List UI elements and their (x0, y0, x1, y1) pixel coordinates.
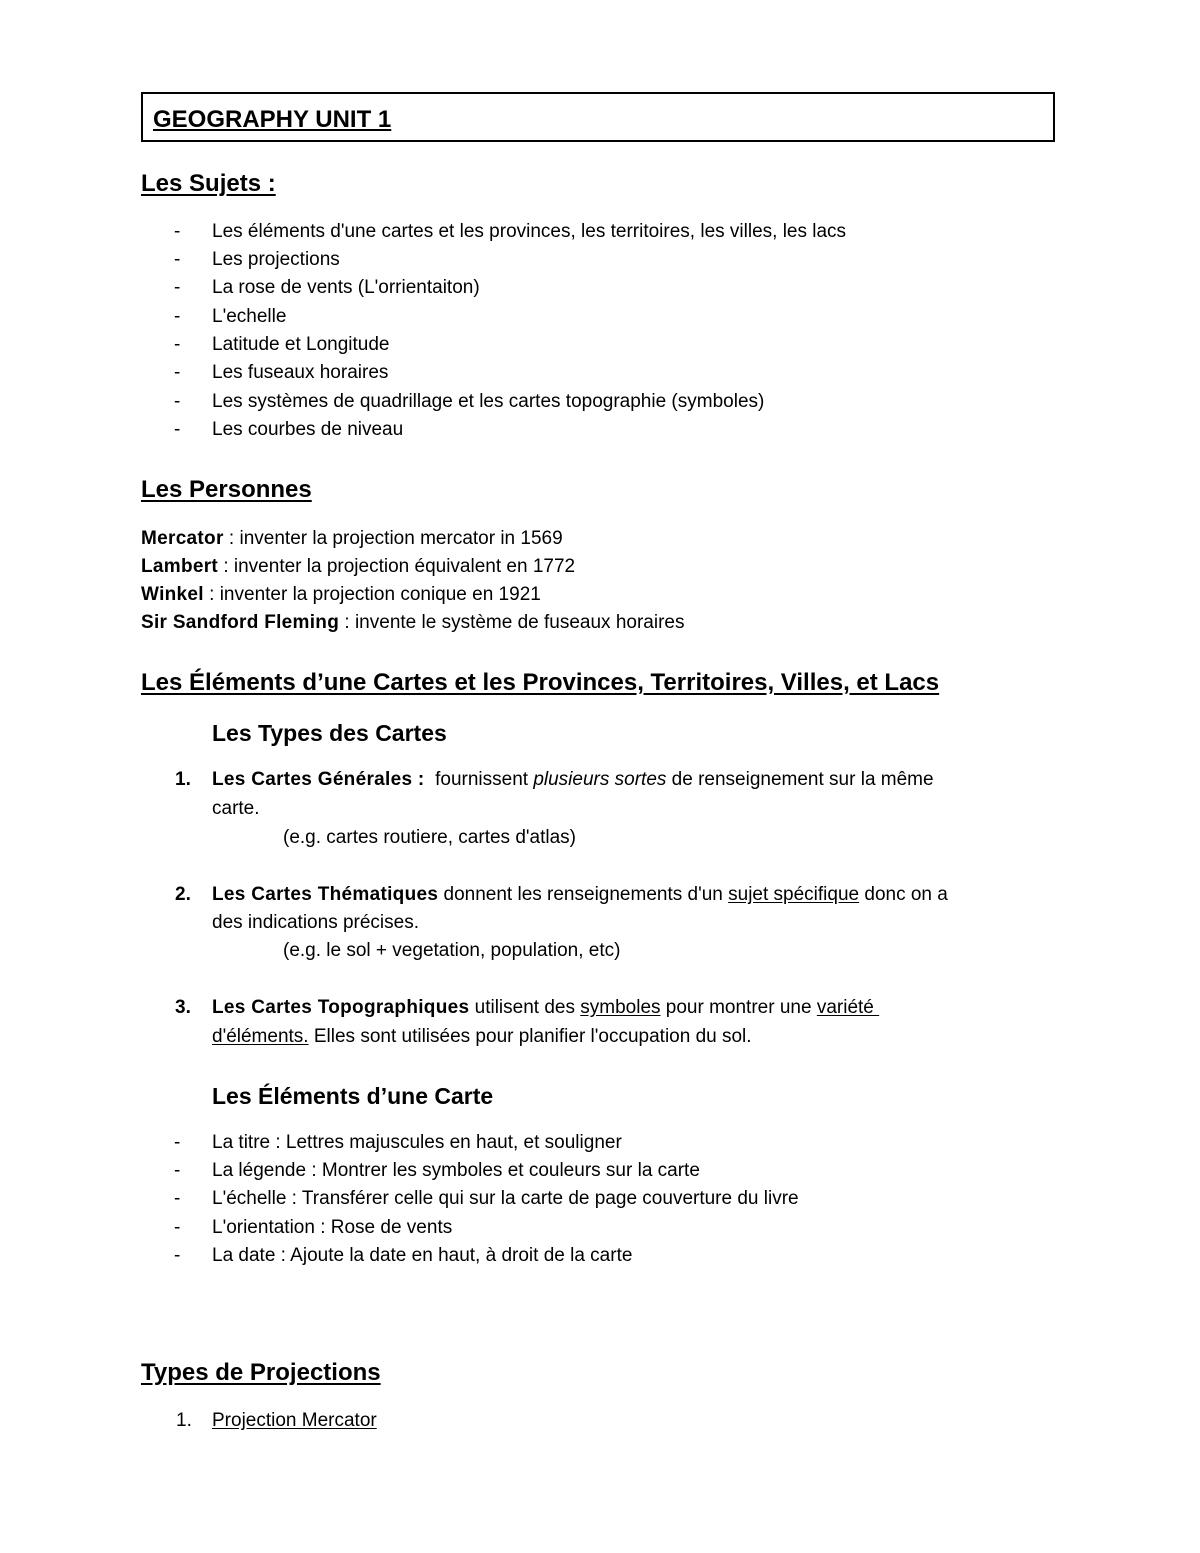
person-entry: Sir Sandford Fleming : invente le système de fuseaux horaires (141, 612, 685, 633)
heading-sujets: Les Sujets : (141, 170, 276, 197)
person-name: Sir Sandford Fleming (141, 612, 340, 633)
bullet-dash: - (174, 334, 181, 355)
bullet-dash: - (174, 277, 181, 298)
bullet-dash: - (174, 1217, 181, 1238)
heading-personnes: Les Personnes (141, 476, 312, 503)
person-entry: Winkel : inventer la projection conique en 1921 (141, 584, 541, 605)
person-name: Lambert (141, 556, 219, 577)
list-number: 2. (175, 884, 191, 905)
list-number: 1. (175, 769, 191, 790)
type-line-2: carte. (212, 798, 260, 819)
type-line: Les Cartes Thématiques donnent les renseignements d'un sujet spécifique donc on a (212, 884, 948, 905)
document-title: GEOGRAPHY UNIT 1 (153, 106, 392, 133)
bullet-dash: - (174, 419, 181, 440)
type-example: (e.g. cartes routiere, cartes d'atlas) (283, 827, 576, 848)
bullet-dash: - (174, 1160, 181, 1181)
heading-projections: Types de Projections (141, 1359, 381, 1386)
title-box (141, 92, 1055, 142)
bullet-dash: - (174, 221, 181, 242)
person-name: Mercator (141, 528, 224, 549)
bullet-dash: - (174, 306, 181, 327)
bullet-dash: - (174, 362, 181, 383)
type-line-2: des indications précises. (212, 912, 419, 933)
type-line: Les Cartes Topographiques utilisent des symboles pour montrer une variété (212, 997, 880, 1018)
bullet-dash: - (174, 249, 181, 270)
person-name: Winkel (141, 584, 204, 605)
subheading-types-cartes: Les Types des Cartes (212, 720, 447, 746)
type-line: Les Cartes Générales : fournissent plusieurs sortes de renseignement sur la même (212, 769, 934, 790)
list-number: 1. (176, 1410, 192, 1431)
type-example: (e.g. le sol + vegetation, population, etc) (283, 940, 621, 961)
document-page: GEOGRAPHY UNIT 1 Les Sujets : - Les éléments d'une cartes et les provinces, les territoires, les villes, les lacs - Les projections - La rose de vents (L'orrientaiton) - L'echelle - Latitude et Longitude - Les fuseaux horaires - Les systèmes de quadrillage et les cartes topographie (symboles) - Les courbes de niveau Les Personnes Mercator : inventer la projection mercator in 1569 Lambert : inventer la projection équivalent en 1772 Winkel : inventer la projection conique en 1921 Sir Sandford Fleming : invente le système de fuseaux horaires Les Éléments d’une Cartes et les Provinces, Territoires, Villes, et Lacs Les Types des Cartes 1. Les Cartes Générales : fournissent plusieurs sortes de renseignement sur la même carte. (e.g. cartes routiere, cartes d'atlas) 2. Les Cartes Thématiques donnent les renseignements d'un sujet spécifique donc on a des indications précises. (e.g. le sol + vegetation, population, etc) 3. Les Cartes Topographiques utilisent des symboles pour montrer une variété d'éléments. Elles sont utilisées pour planifier l'occupation du sol. Les Éléments d’une Carte - La titre : Lettres majuscules en haut, et souligner - La légende : Montrer les symboles et couleurs sur la carte - L'échelle : Transférer celle qui sur la carte de page couverture du livre - L'orientation : Rose de vents - La date : Ajoute la date en haut, à droit de la carte Types de Projections 1. Projection Mercator (0, 0, 1200, 1553)
person-entry: Lambert : inventer la projection équivalent en 1772 (141, 556, 576, 577)
bullet-dash: - (174, 1245, 181, 1266)
bullet-dash: - (174, 391, 181, 412)
bullet-dash: - (174, 1132, 181, 1153)
type-line-2: d'éléments. Elles sont utilisées pour planifier l'occupation du sol. (212, 1026, 752, 1047)
subheading-elements-carte: Les Éléments d’une Carte (212, 1083, 494, 1109)
bullet-dash: - (174, 1188, 181, 1209)
person-entry: Mercator : inventer la projection mercator in 1569 (141, 528, 563, 549)
heading-elements-section: Les Éléments d’une Cartes et les Provinces, Territoires, Villes, et Lacs (141, 669, 940, 696)
list-number: 3. (175, 997, 191, 1018)
